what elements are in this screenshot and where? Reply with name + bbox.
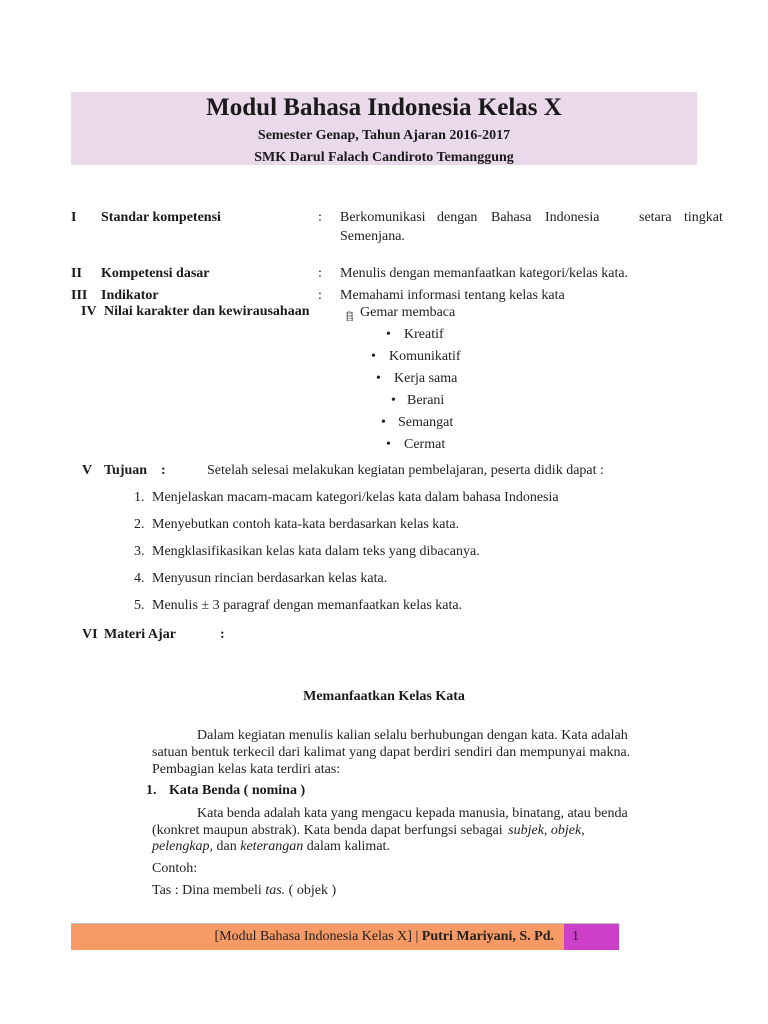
contoh-label: Contoh: xyxy=(152,861,198,876)
value-item: Berani xyxy=(407,393,445,408)
section-1-text-word: Indonesia xyxy=(545,210,600,225)
section-2-number: II xyxy=(71,266,82,281)
value-item: Cermat xyxy=(404,437,446,452)
paragraph-line: Pembagian kelas kata terdiri atas: xyxy=(152,762,341,777)
section-5-intro: Setelah selesai melakukan kegiatan pembelajaran, peserta didik dapat : xyxy=(207,463,604,478)
section-1-number: I xyxy=(71,210,77,225)
page-number: 1 xyxy=(572,929,579,944)
section-6-number: VI xyxy=(82,627,98,642)
text-run: dalam kalimat. xyxy=(303,839,390,854)
section-3-number: III xyxy=(71,288,88,303)
section-5-number: V xyxy=(82,463,93,478)
section-1-text-word: Berkomunikasi xyxy=(340,210,426,225)
section-1-label: Standar kompetensi xyxy=(101,210,221,225)
section-1-text-line2: Semenjana. xyxy=(340,229,405,244)
goal-number: 5. xyxy=(134,598,145,613)
section-2-text: Menulis dengan memanfaatkan kategori/kelas kata. xyxy=(340,266,629,281)
bullet-icon: • xyxy=(376,371,381,386)
subheading-title: Kata Benda ( nomina ) xyxy=(169,783,306,798)
text-run: ( objek ) xyxy=(285,883,337,898)
document-title: Modul Bahasa Indonesia Kelas X xyxy=(206,94,562,121)
text-run-italic: objek xyxy=(550,823,582,838)
bullet-icon: • xyxy=(386,327,391,342)
section-1-text-word: dengan xyxy=(437,210,478,225)
text-run-italic: pelengkap, xyxy=(152,839,214,854)
paragraph-line: satuan bentuk terkecil dari kalimat yang dapat berdiri sendiri dan mempunyai makna. xyxy=(152,745,631,760)
bullet-icon: • xyxy=(391,393,396,408)
section-2-label: Kompetensi dasar xyxy=(101,266,210,281)
footer-module-title: [Modul Bahasa Indonesia Kelas X] | xyxy=(214,929,422,944)
bullet-icon: • xyxy=(386,437,391,452)
goal-number: 2. xyxy=(134,517,145,532)
goal-text: Menjelaskan macam-macam kategori/kelas kata dalam bahasa Indonesia xyxy=(152,490,559,505)
text-run: , xyxy=(543,823,548,838)
text-run: Tas : Dina membeli xyxy=(152,883,266,898)
section-4-label: Nilai karakter dan kewirausahaan xyxy=(104,304,310,319)
paragraph-line xyxy=(152,839,390,855)
section-1-text-word: Bahasa xyxy=(491,210,532,225)
contoh-line xyxy=(152,883,336,899)
value-item: Kerja sama xyxy=(394,371,458,386)
section-1-text-word: tingkat xyxy=(684,210,723,225)
goal-number: 4. xyxy=(134,571,145,586)
text-run: dan xyxy=(213,839,241,854)
text-run: (konkret maupun abstrak). Kata benda dapat berfungsi sebagai xyxy=(152,823,503,838)
section-5-colon: : xyxy=(161,463,166,478)
subheading-number: 1. xyxy=(146,783,157,798)
paragraph-line xyxy=(152,823,585,839)
section-6-colon: : xyxy=(220,627,225,642)
value-item: Kreatif xyxy=(404,327,444,342)
section-3-label: Indikator xyxy=(101,288,159,303)
text-run-italic: keterangan xyxy=(240,839,304,854)
goal-number: 3. xyxy=(134,544,145,559)
footer-text xyxy=(71,929,564,945)
text-run: , xyxy=(581,823,585,838)
goal-text: Menyusun rincian berdasarkan kelas kata. xyxy=(152,571,388,586)
school-line: SMK Darul Falach Candiroto Temanggung xyxy=(254,150,514,165)
bullet-glyph-icon: ⻕ xyxy=(344,311,355,323)
materi-heading: Memanfaatkan Kelas Kata xyxy=(303,689,465,704)
value-item-first: Gemar membaca xyxy=(360,305,456,320)
section-3-colon: : xyxy=(318,288,322,303)
semester-line: Semester Genap, Tahun Ajaran 2016-2017 xyxy=(257,128,511,143)
goal-text: Menyebutkan contoh kata-kata berdasarkan kelas kata. xyxy=(152,517,460,532)
value-item: Semangat xyxy=(398,415,454,430)
section-1-text-word: setara xyxy=(639,210,672,225)
section-6-label: Materi Ajar xyxy=(104,627,176,642)
goal-text: Mengklasifikasikan kelas kata dalam teks yang dibacanya. xyxy=(152,544,480,559)
paragraph-line: Dalam kegiatan menulis kalian selalu berhubungan dengan kata. Kata adalah xyxy=(197,728,628,743)
goal-number: 1. xyxy=(134,490,145,505)
section-2-colon: : xyxy=(318,266,322,281)
section-5-label: Tujuan xyxy=(104,463,148,478)
section-1-colon: : xyxy=(318,210,322,225)
text-run-italic: subjek xyxy=(508,823,544,838)
paragraph-line: Kata benda adalah kata yang mengacu kepada manusia, binatang, atau benda xyxy=(197,806,628,821)
bullet-icon: • xyxy=(381,415,386,430)
footer-author: Putri Mariyani, S. Pd. xyxy=(421,929,554,944)
goal-text: Menulis ± 3 paragraf dengan memanfaatkan kelas kata. xyxy=(152,598,463,613)
bullet-icon: • xyxy=(371,349,376,364)
value-item: Komunikatif xyxy=(389,349,461,364)
section-4-number: IV xyxy=(81,304,97,319)
section-3-text: Memahami informasi tentang kelas kata xyxy=(340,288,565,303)
text-run-italic: tas. xyxy=(265,883,286,898)
